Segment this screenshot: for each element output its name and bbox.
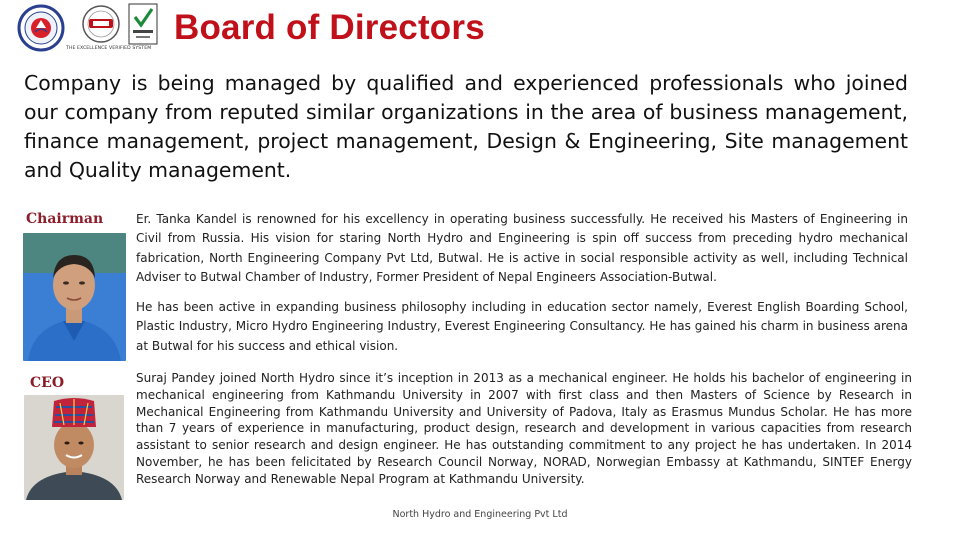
iso-certification-logo <box>128 3 158 45</box>
chairman-bio-paragraph-1: Er. Tanka Kandel is renowned for his excellency in operating business successfully. He received his Masters of Engineering in Civil from Russia. His vision for staring North Hydro and Engineering is spin off success from preceding hydro mechanical fabrication, North Engineering Company Pvt Ltd, Butwal. He is active in social responsible activity as well, including Technical Adviser to Butwal Chamber of Industry, Former President of Nepal Engineers Association-Butwal. <box>136 212 908 284</box>
ceo-photo <box>24 395 124 500</box>
header-logos <box>8 0 160 56</box>
footer-company-name: North Hydro and Engineering Pvt Ltd <box>392 509 568 520</box>
ceo-label: CEO <box>30 375 65 391</box>
round-emblem-logo <box>16 4 66 52</box>
chairman-bio-paragraph-2: He has been active in expanding business philosophy including in education sector namely, Everest English Boarding School, Plastic Industry, Micro Hydro Engineering Industry, Everest Engineering Consultancy. He has gained his charm in business arena at Butwal for his success and ethical vision. <box>136 300 908 353</box>
intro-paragraph: Company is being managed by qualified and experienced professionals who joined our company from reputed similar organizations in the area of business management, finance management, project management, Design & Engineering, Site management and Quality management. <box>24 71 908 182</box>
chairman-label: Chairman <box>26 211 104 227</box>
logo-caption: THE EXCELLENCE VERIFIED SYSTEM <box>66 46 152 51</box>
curo-certification-logo <box>78 4 124 44</box>
ceo-bio-paragraph: Suraj Pandey joined North Hydro since it’s inception in 2013 as a mechanical engineer. He holds his bachelor of engineering in mechanical engineering from Kathmandu University in 2007 with first class and then Masters of Science by Research in Mechanical Engineering from Kathmandu University and University of Padova, Italy as Erasmus Mundus Scholar. He has more than 7 years of experience in manufacturing, product design, research and development in various capacities from research assistant to senior research and design engineer. He has outstanding commitment to any project he has undertaken. In 2014 November, he has been felicitated by Research Council Norway, NORAD, Norwegian Embassy at Kathmandu, SINTEF Energy Research Norway and Renewable Nepal Program at Kathmandu University. <box>136 371 912 486</box>
chairman-photo <box>23 233 126 361</box>
page-title: Board of Directors <box>174 8 485 47</box>
